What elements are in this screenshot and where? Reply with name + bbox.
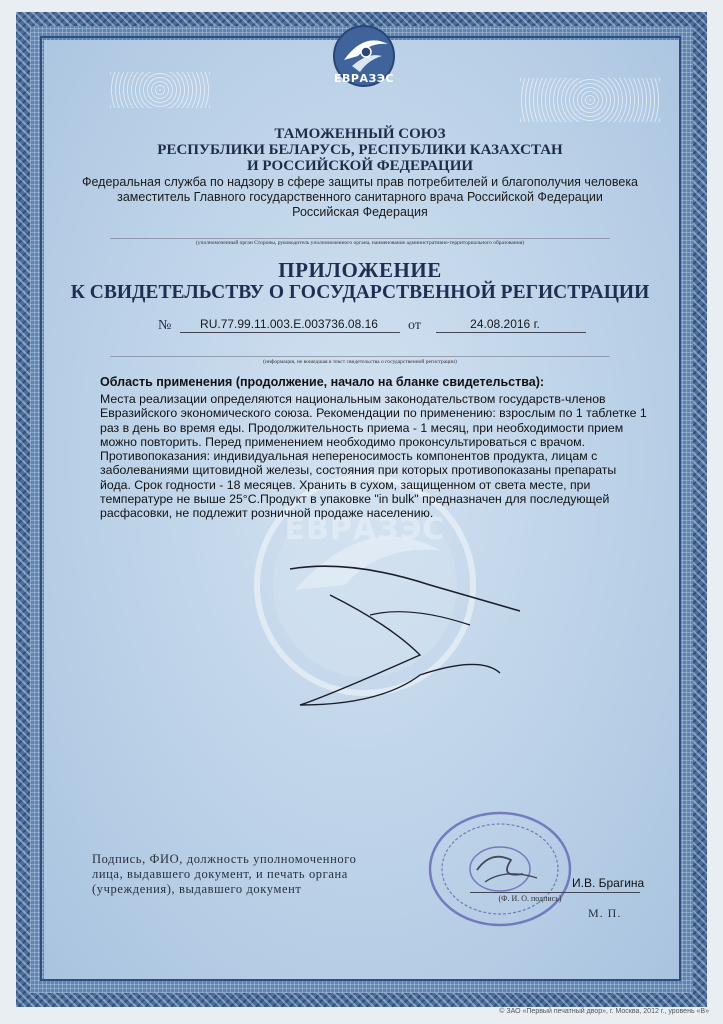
authority-underline <box>110 238 610 239</box>
number-label: № <box>158 318 172 333</box>
document-subtitle: К СВИДЕТЕЛЬСТВУ О ГОСУДАРСТВЕННОЙ РЕГИСТРАЦИИ <box>70 282 650 303</box>
caption-line-1: Подпись, ФИО, должность уполномоченного <box>92 852 357 866</box>
info-underline <box>110 356 610 357</box>
date-underline <box>436 332 586 333</box>
handwritten-signature <box>270 555 530 715</box>
guilloche-pattern-right <box>520 78 660 122</box>
authority-note: (уполномоченный орган Стороны, руководитель уполномоченного органа, наименование административно-территориального образования) <box>195 240 525 246</box>
header-republics-2: И РОССИЙСКОЙ ФЕДЕРАЦИИ <box>246 158 474 174</box>
scope-text: Места реализации определяются национальным законодательством государств-членов Евразийского экономического союза. Рекомендации по применению: взрослым по 1 таблетке 1 раз в день во время еды. Продолжительность приема - 1 месяц, при необходимости прием можно повторить. Перед применением необходимо проконсультироваться с врачом. Противопоказания: индивидуальная непереносимость компонентов продукта, лицам с заболеваниями щитовидной железы, состояния при которых противопоказаны препараты йода. Срок годности - 18 месяцев. Хранить в сухом, защищенном от света месте, при температуре не выше 25°С.Продукт в упаковке "in bulk" предназначен для последующей расфасовки, не подлежит розничной продаже населению. <box>100 392 647 521</box>
printer-credit: © ЗАО «Первый печатный двор», г. Москва, 2012 г., уровень «В» <box>499 1008 709 1015</box>
logo-label: ЕВРАЗЭС <box>334 72 394 85</box>
document-title: ПРИЛОЖЕНИЕ <box>278 258 442 282</box>
watermark-label: ЕВРАЗЭС <box>284 512 446 547</box>
guilloche-pattern-left <box>110 72 210 108</box>
signer-name: И.В. Брагина <box>572 876 645 890</box>
registration-date: 24.08.2016 г. <box>470 317 540 331</box>
date-label: от <box>408 318 421 333</box>
number-underline <box>180 332 400 333</box>
registration-number: RU.77.99.11.003.E.003736.08.16 <box>200 317 378 331</box>
signature-caption <box>92 852 412 897</box>
fio-note: (Ф. И. О. подпись) <box>498 894 562 903</box>
signer-underline <box>470 892 640 893</box>
info-note: (информация, не вошедшая в текст свидетельства о государственной регистрации) <box>263 359 457 365</box>
scope-heading: Область применения (продолжение, начало на бланке свидетельства): <box>100 375 545 389</box>
authority-line-2: заместитель Главного государственного санитарного врача Российской Федерации <box>117 190 603 204</box>
official-stamp-icon <box>425 808 575 930</box>
header-union: ТАМОЖЕННЫЙ СОЮЗ <box>274 126 446 142</box>
caption-line-2: лица, выдавшего документ, и печать органа <box>92 867 348 881</box>
seal-place-label: М. П. <box>588 906 622 920</box>
authority-line-1: Федеральная служба по надзору в сфере защиты прав потребителей и благополучия человека <box>81 175 639 189</box>
authority-line-3: Российская Федерация <box>292 205 428 219</box>
header-republics-1: РЕСПУБЛИКИ БЕЛАРУСЬ, РЕСПУБЛИКИ КАЗАХСТАН <box>157 142 563 158</box>
caption-line-3: (учреждения), выдавшего документ <box>92 882 302 896</box>
